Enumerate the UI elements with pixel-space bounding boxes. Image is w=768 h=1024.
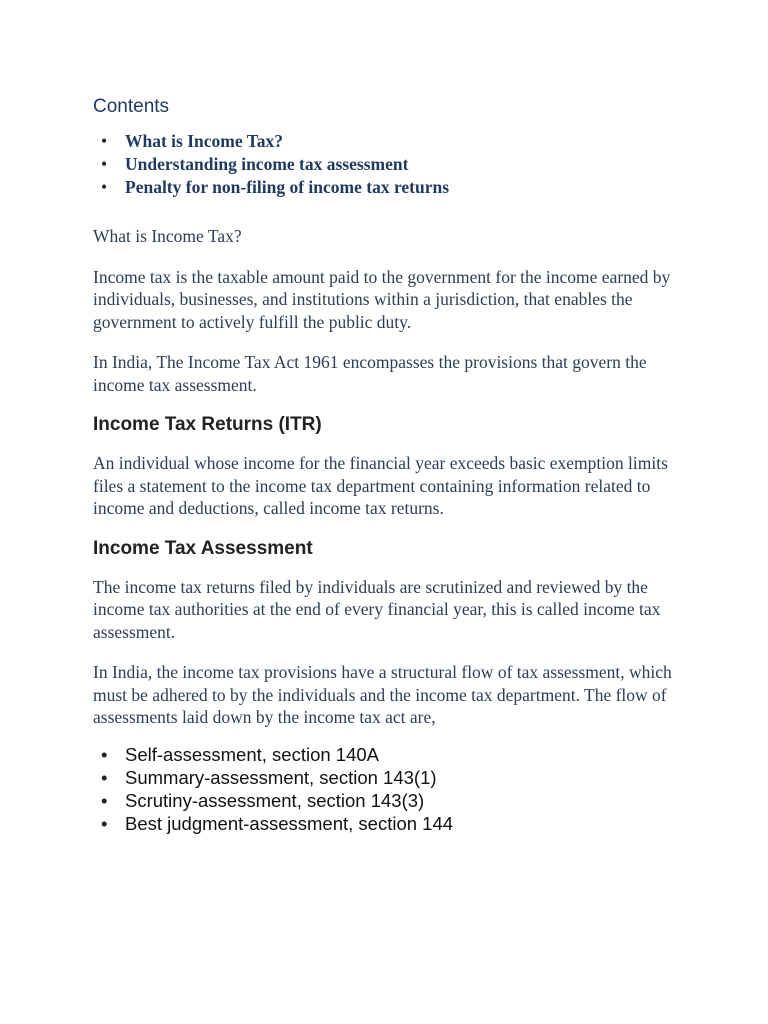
bullet-icon: • — [101, 789, 108, 811]
bullet-icon: • — [101, 177, 108, 197]
contents-heading: Contents — [93, 96, 170, 117]
list-item — [93, 789, 683, 812]
list-item-label: Best judgment-assessment, section 144 — [125, 812, 454, 834]
list-item-label: Self-assessment, section 140A — [125, 743, 379, 765]
bullet-icon: • — [101, 743, 108, 765]
itr-paragraph: An individual whose income for the financial year exceeds basic exemption limits files a statement to the income tax department containing information related to income and deductions, called income tax returns. — [93, 453, 668, 518]
toc-item-label[interactable]: What is Income Tax? — [125, 131, 284, 151]
list-item — [93, 812, 683, 835]
intro-title: What is Income Tax? — [93, 226, 242, 246]
assessment-heading: Income Tax Assessment — [93, 537, 313, 559]
toc-item[interactable] — [93, 130, 683, 153]
list-item-label: Scrutiny-assessment, section 143(3) — [125, 789, 425, 811]
itr-heading: Income Tax Returns (ITR) — [93, 414, 322, 435]
assessment-paragraph-2: In India, the income tax provisions have a structural flow of tax assessment, which must be adhered to by the individuals and the income tax department. The flow of assessments laid down by the income tax act are, — [93, 662, 672, 727]
intro-paragraph-2: In India, The Income Tax Act 1961 encompasses the provisions that govern the income tax assessment. — [93, 352, 647, 395]
bullet-icon: • — [101, 154, 108, 174]
toc-item[interactable] — [93, 176, 683, 199]
intro-paragraph-1: Income tax is the taxable amount paid to the government for the income earned by individuals, businesses, and institutions within a jurisdiction, that enables the government to actively fulfill the public duty. — [93, 266, 671, 332]
assessment-types-list — [93, 743, 683, 835]
list-item — [93, 743, 683, 766]
toc-item-label[interactable]: Penalty for non-filing of income tax returns — [125, 177, 450, 197]
bullet-icon: • — [101, 812, 108, 834]
bullet-icon: • — [101, 131, 108, 151]
bullet-icon: • — [101, 766, 108, 788]
list-item — [93, 766, 683, 789]
toc-item-label[interactable]: Understanding income tax assessment — [125, 154, 409, 174]
list-item-label: Summary-assessment, section 143(1) — [125, 766, 437, 788]
document-page — [93, 96, 683, 835]
table-of-contents — [93, 130, 683, 199]
toc-item[interactable] — [93, 153, 683, 176]
assessment-paragraph-1: The income tax returns filed by individuals are scrutinized and reviewed by the income tax authorities at the end of every financial year, this is called income tax assessment. — [93, 576, 661, 642]
